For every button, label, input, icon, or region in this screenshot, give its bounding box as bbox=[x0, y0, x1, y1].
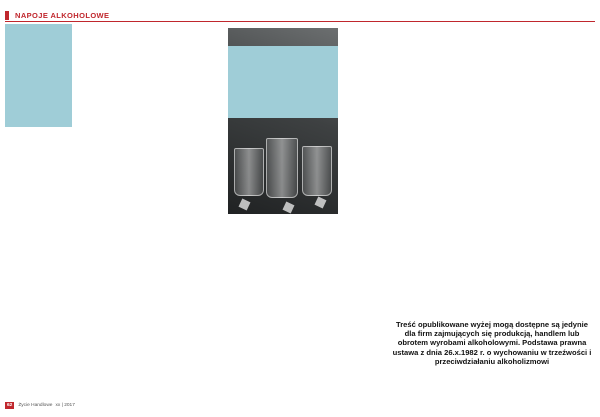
pull-quote-left bbox=[5, 24, 72, 127]
ice-cube-image bbox=[239, 199, 251, 211]
ice-cube-image bbox=[283, 202, 295, 214]
article-column bbox=[410, 28, 495, 248]
article-column bbox=[288, 225, 343, 395]
page-header bbox=[5, 10, 109, 20]
magazine-name: Życie Handlowe bbox=[18, 403, 53, 408]
glass-image bbox=[302, 146, 332, 196]
section-title: NAPOJE ALKOHOLOWE bbox=[15, 10, 110, 20]
legal-notice-large: Treść opublikowane wyżej mogą dostępne są jedynie dla firm zajmujących się produkcją, handlem lub obrotem wyrobami alkoholowymi. Podstawa prawna ustawa z dnia 26.x.1982 r. o wychowaniu w trzeźwości i przeciwdziałaniu alkoholizmowi bbox=[392, 320, 592, 366]
article-column bbox=[500, 28, 595, 248]
header-divider bbox=[5, 21, 595, 22]
article-column bbox=[151, 28, 223, 398]
section-marker bbox=[5, 11, 9, 20]
article-column bbox=[228, 225, 283, 395]
glass-image bbox=[266, 138, 298, 198]
ice-cube-image bbox=[315, 197, 327, 209]
page-number: 62 bbox=[7, 403, 13, 408]
glass-image bbox=[234, 148, 264, 196]
page-footer bbox=[5, 402, 75, 409]
pull-quote-center bbox=[228, 46, 338, 118]
article-column bbox=[78, 28, 146, 398]
article-column bbox=[5, 135, 73, 245]
issue-number: xx | 2017 bbox=[55, 403, 75, 408]
